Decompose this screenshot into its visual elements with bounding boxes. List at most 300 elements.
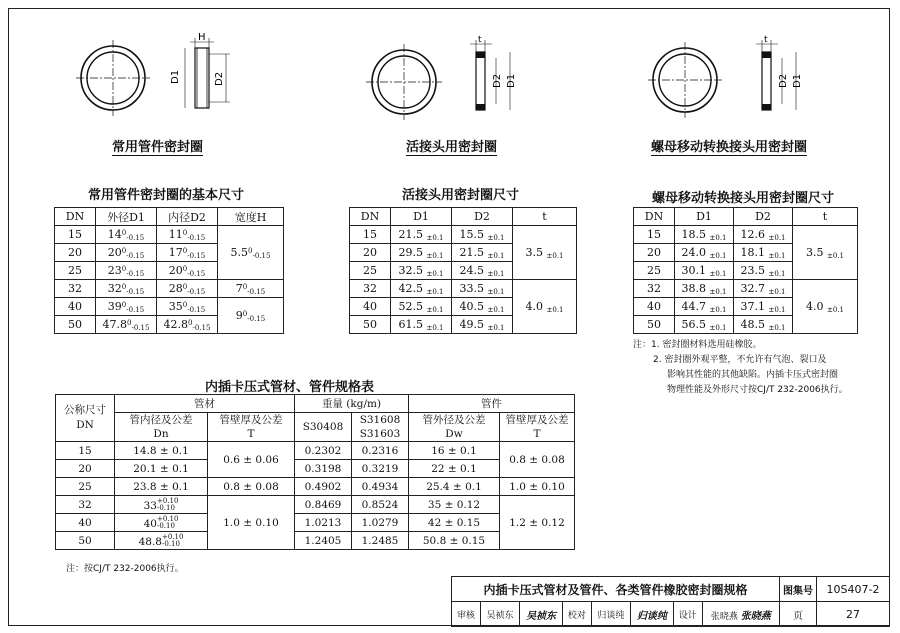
cell-weight-s30408: 0.8469 [295, 496, 352, 514]
value: 42.5 [398, 281, 423, 295]
value: 38.8 [681, 281, 706, 295]
table-row [56, 514, 575, 532]
label-t-fig2: t [478, 35, 482, 45]
label-d1-fig2: D1 [506, 73, 517, 88]
cell-d2 [734, 244, 793, 262]
header-text: DN [76, 419, 94, 431]
note-2-line3: 物理性能及外形尺寸按CJ/T 232-2006执行。 [667, 385, 848, 395]
tol: ±0.1 [768, 251, 786, 260]
tol-upper: 0 [121, 300, 127, 309]
cell-inner [115, 514, 208, 532]
cell-weight-s30408: 0.4902 [295, 478, 352, 496]
figure-common-seal [76, 38, 230, 116]
table-row [56, 532, 575, 550]
cell-dn: 50 [634, 316, 675, 334]
table-header-row [55, 208, 284, 226]
cell-weight-s31608: 1.2485 [352, 532, 409, 550]
cell-d1 [391, 262, 452, 280]
cell-d2 [157, 316, 218, 334]
cell-fitting-wall: 1.2 ± 0.12 [500, 496, 575, 550]
cell-weight-s30408: 0.2302 [295, 442, 352, 460]
cell-weight-s31608: 1.0279 [352, 514, 409, 532]
header-text: Dn [153, 428, 169, 440]
table-row [350, 280, 577, 298]
figure-union-seal [366, 40, 510, 120]
note-2-line1: 2. 密封圈外观平整，不允许有气泡、裂口及 [653, 355, 827, 365]
value: 32.5 [398, 263, 423, 277]
value: 61.5 [398, 317, 423, 331]
header-text: S31603 [359, 428, 401, 440]
value: 39 [107, 299, 122, 313]
cell-pipe-wall: 0.6 ± 0.06 [208, 442, 295, 478]
header-fitting-wall [500, 413, 575, 442]
tol: ±0.1 [546, 305, 564, 314]
value: 23.5 [740, 263, 765, 277]
tol-upper: +0.10 [156, 514, 179, 523]
cell-dn: 50 [350, 316, 391, 334]
tol: ±0.1 [709, 305, 727, 314]
col-header: 外径D1 [96, 208, 157, 226]
value: 3.5 [525, 245, 543, 259]
table-row [350, 226, 577, 244]
table-header-row [634, 208, 858, 226]
value: 18.5 [681, 227, 706, 241]
tol-upper: +0.10 [156, 496, 179, 505]
value: 5.5 [230, 245, 249, 259]
union-table-title: 活接头用密封圈尺寸 [402, 188, 520, 203]
value: 20 [168, 263, 183, 277]
tol-upper: 0 [248, 246, 253, 255]
cell-outer: 42 ± 0.15 [409, 514, 500, 532]
header-text: S31608 [359, 414, 401, 426]
cell-h [218, 226, 284, 280]
value: 3.5 [806, 245, 824, 259]
value: 7 [235, 281, 243, 295]
cell-weight-s30408: 0.3198 [295, 460, 352, 478]
tol: ±0.1 [768, 305, 786, 314]
value: 32 [107, 281, 122, 295]
tol-upper: 0 [242, 282, 248, 291]
table-row [55, 226, 284, 244]
value: 28 [168, 281, 183, 295]
cell-d2 [157, 280, 218, 298]
tol-lower: -0.10 [156, 503, 175, 512]
cell-dn: 50 [55, 316, 96, 334]
tol: ±0.1 [546, 251, 564, 260]
caption-nut-seal: 螺母移动转换接头用密封圈 [651, 136, 807, 156]
review-label: 审核 [452, 602, 481, 627]
cell-d1 [96, 226, 157, 244]
header-inner [115, 413, 208, 442]
cell-outer: 50.8 ± 0.15 [409, 532, 500, 550]
caption-union-seal: 活接头用密封圈 [406, 136, 497, 156]
tol: ±0.1 [426, 251, 444, 260]
cell-dn: 20 [56, 460, 115, 478]
cell-d1 [675, 316, 734, 334]
header-text: 管内径及公差 [129, 414, 193, 426]
tol: ±0.1 [487, 269, 505, 278]
tol: ±0.1 [768, 269, 786, 278]
cell-t [793, 280, 858, 334]
cell-dn: 20 [634, 244, 675, 262]
tol-lower: -0.15 [187, 287, 206, 296]
cell-dn: 20 [55, 244, 96, 262]
tol-upper: 0 [188, 318, 193, 327]
cell-weight-s30408: 1.0213 [295, 514, 352, 532]
value: 44.7 [681, 299, 706, 313]
label-t-fig3: t [764, 35, 768, 45]
tol-upper: 0 [121, 264, 127, 273]
tol-upper: 0 [127, 318, 132, 327]
cell-dn: 15 [350, 226, 391, 244]
tol: ±0.1 [487, 323, 505, 332]
header-outer [409, 413, 500, 442]
col-header: 宽度H [218, 208, 284, 226]
designer-cell [702, 602, 779, 627]
cell-fitting-wall: 0.8 ± 0.08 [500, 442, 575, 478]
page-number: 27 [817, 602, 890, 627]
bottom-note: 注：按CJ/T 232-2006执行。 [66, 564, 184, 574]
cell-h [218, 280, 284, 298]
atlas-label: 图集号 [780, 577, 817, 602]
nut-table-title: 螺母移动转换接头用密封圈尺寸 [652, 191, 835, 206]
caption-common-seal: 常用管件密封圈 [112, 136, 203, 156]
tol: ±0.1 [827, 251, 844, 260]
checker-name: 归谈纯 [591, 602, 630, 627]
tol-upper: 0 [182, 246, 188, 255]
header-s30408: S30408 [295, 413, 352, 442]
tol: ±0.1 [709, 251, 727, 260]
value: 48.8 [138, 535, 162, 548]
col-header: DN [55, 208, 96, 226]
header-text: 管壁厚及公差 [219, 414, 283, 426]
tol: ±0.1 [487, 251, 505, 260]
common-seal-table [54, 207, 284, 334]
col-header: t [793, 208, 858, 226]
cell-d1 [96, 262, 157, 280]
value: 24.5 [459, 263, 484, 277]
value: 20 [107, 245, 122, 259]
cell-d1 [391, 280, 452, 298]
col-header: D1 [391, 208, 452, 226]
value: 4.0 [806, 299, 824, 313]
tol: ±0.1 [709, 269, 727, 278]
header-text: T [247, 428, 255, 440]
cell-t [513, 280, 577, 334]
seal-figures [0, 0, 900, 140]
col-header: t [513, 208, 577, 226]
value: 18.1 [740, 245, 765, 259]
value: 14 [107, 227, 122, 241]
cell-pipe-wall: 0.8 ± 0.08 [208, 478, 295, 496]
cell-d1 [391, 226, 452, 244]
tol: ±0.1 [768, 323, 786, 332]
table-row [55, 298, 284, 316]
cell-d2 [157, 298, 218, 316]
value: 23 [107, 263, 122, 277]
header-text: 管外径及公差 [422, 414, 486, 426]
reviewer-name: 吴祯东 [480, 602, 519, 627]
cell-d2 [734, 262, 793, 280]
value: 37.1 [740, 299, 765, 313]
cell-dn: 25 [634, 262, 675, 280]
tol-lower: -0.15 [192, 323, 211, 332]
tol-lower: -0.15 [126, 233, 145, 242]
value: 30.1 [681, 263, 706, 277]
union-seal-table [349, 207, 577, 334]
tol-lower: -0.15 [187, 269, 206, 278]
cell-d1 [391, 298, 452, 316]
label-d2-fig2: D2 [492, 73, 503, 88]
value: 49.5 [459, 317, 484, 331]
notes-block [633, 338, 848, 398]
tol-upper: 0 [121, 228, 127, 237]
tol-lower: -0.15 [247, 287, 266, 296]
tol-upper: +0.10 [161, 532, 184, 541]
cell-inner: 20.1 ± 0.1 [115, 460, 208, 478]
cell-weight-s30408: 1.2405 [295, 532, 352, 550]
reviewer-signature: 吴祯东 [520, 602, 563, 627]
tol-upper: 0 [182, 282, 188, 291]
cell-dn: 32 [350, 280, 391, 298]
header-dn [56, 395, 115, 442]
cell-d1 [675, 280, 734, 298]
cell-d2 [734, 226, 793, 244]
cell-d2 [452, 226, 513, 244]
cell-d2 [734, 280, 793, 298]
tol-lower: -0.15 [252, 251, 271, 260]
tol-lower: -0.15 [126, 251, 145, 260]
tol: ±0.1 [827, 305, 844, 314]
col-header: D1 [675, 208, 734, 226]
design-label: 设计 [673, 602, 702, 627]
cell-inner [115, 496, 208, 514]
tol-lower: -0.15 [126, 287, 145, 296]
tol-lower: -0.15 [131, 323, 150, 332]
tol-lower: -0.15 [187, 251, 206, 260]
cell-d1 [96, 280, 157, 298]
cell-d1 [675, 262, 734, 280]
value: 9 [235, 308, 243, 322]
spec-table-title: 内插卡压式管材、管件规格表 [205, 380, 375, 395]
cell-h [218, 298, 284, 334]
cell-outer: 25.4 ± 0.1 [409, 478, 500, 496]
tol-upper: 0 [242, 309, 248, 318]
table-row [56, 442, 575, 460]
cell-dn: 15 [55, 226, 96, 244]
tol: ±0.1 [426, 305, 444, 314]
note-label: 注： [633, 340, 652, 350]
cell-outer: 16 ± 0.1 [409, 442, 500, 460]
tol: ±0.1 [487, 233, 505, 242]
cell-d1 [675, 226, 734, 244]
note-1 [633, 338, 848, 353]
figure-nut-seal [648, 40, 796, 118]
value: 11 [168, 227, 183, 241]
tol: ±0.1 [426, 269, 444, 278]
tol-lower: -0.15 [187, 305, 206, 314]
header-text: T [533, 428, 541, 440]
cell-d1 [391, 316, 452, 334]
atlas-number: 10S407-2 [817, 577, 890, 602]
cell-d1 [675, 298, 734, 316]
header-pipe-wall [208, 413, 295, 442]
cell-t [513, 226, 577, 280]
value: 40.5 [459, 299, 484, 313]
spec-table [55, 394, 575, 550]
cell-weight-s31608: 0.3219 [352, 460, 409, 478]
checker-signature: 归谈纯 [631, 602, 674, 627]
value: 29.5 [398, 245, 423, 259]
cell-dn: 50 [56, 532, 115, 550]
title-block-row [452, 577, 890, 602]
cell-dn: 15 [634, 226, 675, 244]
cell-outer: 35 ± 0.12 [409, 496, 500, 514]
cell-d2 [157, 244, 218, 262]
value: 47.8 [102, 317, 128, 331]
header-weight: 重量 (kg/m) [295, 395, 409, 413]
tol: ±0.1 [709, 287, 727, 296]
cell-dn: 25 [56, 478, 115, 496]
table-row [634, 280, 858, 298]
tol: ±0.1 [768, 233, 786, 242]
header-text: Dw [445, 428, 463, 440]
col-header: D2 [734, 208, 793, 226]
tol: ±0.1 [487, 305, 505, 314]
tol: ±0.1 [709, 323, 727, 332]
common-table-title: 常用管件密封圈的基本尺寸 [88, 188, 245, 203]
drawing-title: 内插卡压式管材及管件、各类管件橡胶密封圈规格 [452, 577, 780, 602]
cell-t [793, 226, 858, 280]
table-row [634, 226, 858, 244]
value: 56.5 [681, 317, 706, 331]
cell-d1 [96, 298, 157, 316]
value: 21.5 [398, 227, 423, 241]
tol-upper: 0 [182, 300, 188, 309]
cell-dn: 20 [350, 244, 391, 262]
value: 32.7 [740, 281, 765, 295]
header-text: 公称尺寸 [64, 404, 106, 416]
value: 48.5 [740, 317, 765, 331]
value: 40 [143, 517, 157, 530]
cell-weight-s31608: 0.8524 [352, 496, 409, 514]
cell-d2 [452, 298, 513, 316]
col-header: DN [634, 208, 675, 226]
tol-lower: -0.15 [126, 305, 145, 314]
cell-dn: 32 [55, 280, 96, 298]
value: 24.0 [681, 245, 706, 259]
col-header: 内径D2 [157, 208, 218, 226]
header-text: 管壁厚及公差 [505, 414, 569, 426]
cell-d2 [452, 280, 513, 298]
tol: ±0.1 [426, 233, 444, 242]
col-header: DN [350, 208, 391, 226]
tol-upper: 0 [182, 264, 188, 273]
cell-inner [115, 532, 208, 550]
cell-weight-s31608: 0.2316 [352, 442, 409, 460]
header-pipe: 管材 [115, 395, 295, 413]
cell-dn: 32 [634, 280, 675, 298]
cell-d1 [96, 316, 157, 334]
cell-dn: 40 [56, 514, 115, 532]
tol-upper: 0 [182, 228, 188, 237]
table-header-row [56, 395, 575, 413]
value: 35 [168, 299, 183, 313]
cell-d2 [734, 316, 793, 334]
cell-d1 [391, 244, 452, 262]
cell-d2 [157, 226, 218, 244]
value: 33.5 [459, 281, 484, 295]
cell-dn: 40 [634, 298, 675, 316]
cell-dn: 40 [350, 298, 391, 316]
value: 4.0 [525, 299, 543, 313]
tol-lower: -0.15 [126, 269, 145, 278]
cell-d2 [157, 262, 218, 280]
table-row [56, 496, 575, 514]
label-d2-fig3: D2 [778, 73, 789, 88]
label-d1-fig3: D1 [792, 73, 803, 88]
cell-d2 [452, 244, 513, 262]
table-row [56, 478, 575, 496]
note-2-line2: 影响其性能的其他缺陷。内插卡压式密封圈 [667, 370, 839, 380]
cell-dn: 25 [350, 262, 391, 280]
tol: ±0.1 [487, 287, 505, 296]
cell-d1 [675, 244, 734, 262]
cell-pipe-wall: 1.0 ± 0.10 [208, 496, 295, 550]
cell-d2 [452, 262, 513, 280]
tol-lower: -0.10 [161, 539, 180, 548]
tol-lower: -0.15 [247, 314, 266, 323]
label-h: H [198, 32, 206, 43]
tol: ±0.1 [426, 323, 444, 332]
cell-d2 [452, 316, 513, 334]
cell-fitting-wall: 1.0 ± 0.10 [500, 478, 575, 496]
value: 21.5 [459, 245, 484, 259]
tol: ±0.1 [768, 287, 786, 296]
header-fitting: 管件 [409, 395, 575, 413]
note-text: 1. 密封圈材料选用硅橡胶。 [651, 340, 762, 350]
tol-lower: -0.10 [156, 521, 175, 530]
value: 33 [143, 499, 157, 512]
value: 42.8 [163, 317, 189, 331]
value: 17 [168, 245, 183, 259]
header-s31608 [352, 413, 409, 442]
cell-d2 [734, 298, 793, 316]
cell-inner: 23.8 ± 0.1 [115, 478, 208, 496]
cell-dn: 25 [55, 262, 96, 280]
table-row [56, 460, 575, 478]
table-row [55, 280, 284, 298]
cell-dn: 15 [56, 442, 115, 460]
title-block-row [452, 602, 890, 627]
nut-seal-table [633, 207, 858, 334]
title-block [451, 576, 890, 627]
table-header-row [350, 208, 577, 226]
check-label: 校对 [562, 602, 591, 627]
cell-outer: 22 ± 0.1 [409, 460, 500, 478]
tol: ±0.1 [426, 287, 444, 296]
page-label: 页 [780, 602, 817, 627]
cell-d1 [96, 244, 157, 262]
cell-dn: 32 [56, 496, 115, 514]
tol-upper: 0 [121, 282, 127, 291]
cell-inner: 14.8 ± 0.1 [115, 442, 208, 460]
cell-dn: 40 [55, 298, 96, 316]
designer-name: 张晓燕 [710, 611, 738, 622]
tol-lower: -0.15 [187, 233, 206, 242]
designer-signature: 张晓燕 [740, 610, 771, 622]
cell-weight-s31608: 0.4934 [352, 478, 409, 496]
